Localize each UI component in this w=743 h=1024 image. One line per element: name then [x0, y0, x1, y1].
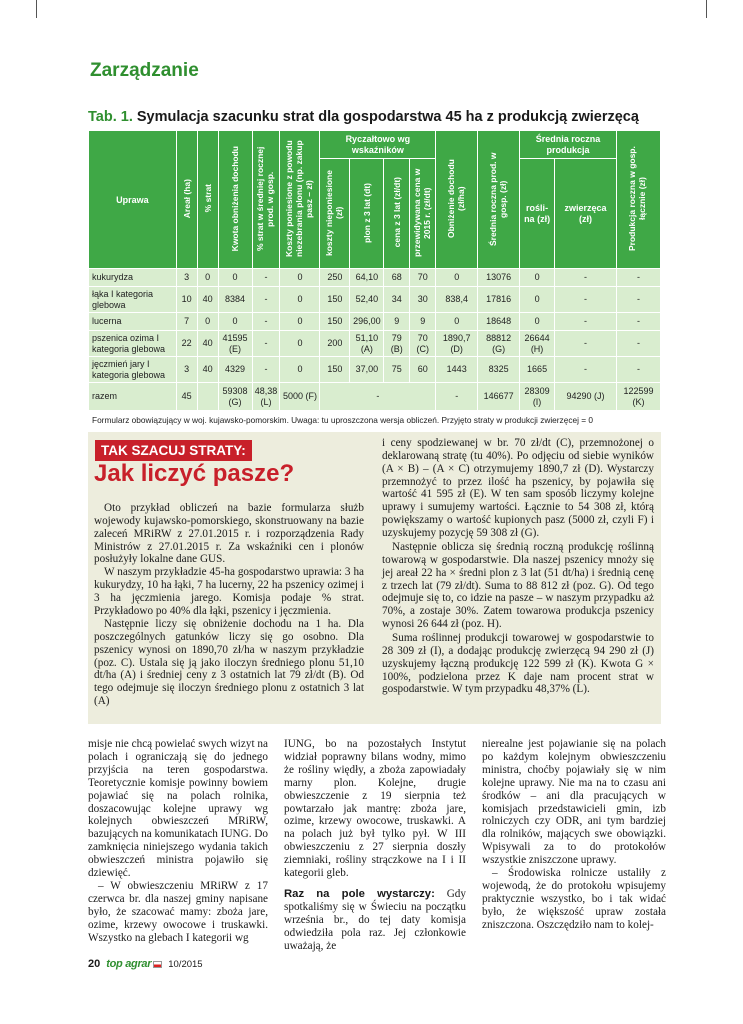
article-column-1 [88, 738, 268, 945]
table-cell: 0 [436, 313, 478, 331]
table-cell: 8384 [218, 287, 252, 313]
table-cell: - [555, 287, 617, 313]
header-pct-dochod: % strat w średniej rocznej prod. w gosp. [252, 131, 280, 269]
table-cell: - [555, 357, 617, 383]
table-row [89, 313, 661, 331]
flag-icon [153, 961, 162, 968]
table-label: Tab. 1. [88, 109, 133, 125]
table-cell: 1665 [520, 357, 555, 383]
table-cell: 70 [410, 269, 436, 287]
table-cell: 150 [320, 287, 350, 313]
table-cell: - [616, 357, 660, 383]
table-cell: 41595 (E) [218, 331, 252, 357]
table-cell: 250 [320, 269, 350, 287]
table-note: Formularz obowiązujący w woj. kujawsko-pomorskim. Uwaga: tu uproszczona wersja obliczeń. Przyjęto straty w produkcji zwierzęcej = 0 [89, 411, 661, 431]
header-plon: plon z 3 lat (dt) [350, 159, 384, 269]
section-heading: Zarządzanie [90, 60, 199, 81]
crop-mark [706, 0, 707, 18]
table-cell: 7 [176, 313, 197, 331]
header-produkcja-laczna: Produkcja roczna w gosp. łącznie (zł) [616, 131, 660, 269]
table-cell: 40 [197, 331, 218, 357]
table-cell: 3 [176, 357, 197, 383]
table-cell: - [252, 313, 280, 331]
header-srednia-prod: Średnia roczna prod. w gosp. (zł) [478, 131, 520, 269]
table-cell: 4329 [218, 357, 252, 383]
box-paragraph: Następnie liczy się obniżenie dochodu na 1 ha. Dla poszczególnych gatunków liczy się go osobno. Dla pszenicy wynosi on 1890,70 zł/ha w naszym przykładzie (poz. C). Ustala się ją jako iloczyn średniego plonu 51,10 dt/ha (A) i średniej ceny z 3 ostatnich lat 79 zł/dt (B). Od tego odejmuje się iloczyn średniego plonu z ostatnich 3 lat (A) [94, 618, 364, 708]
table-cell: 40 [197, 287, 218, 313]
table-cell: 146677 [478, 383, 520, 411]
table-cell: 0 [520, 269, 555, 287]
page-footer [88, 958, 203, 970]
table-cell: 0 [218, 269, 252, 287]
table-cell: 10 [176, 287, 197, 313]
table-cell: 1890,7 (D) [436, 331, 478, 357]
header-areal: Areał (ha) [176, 131, 197, 269]
table-cell: lucerna [89, 313, 177, 331]
article-subheading: Raz na pole wystarczy: [284, 887, 435, 900]
table-cell: razem [89, 383, 177, 411]
table-cell: 75 [384, 357, 410, 383]
table-cell: 200 [320, 331, 350, 357]
header-przewidywana: przewidywana cena w 2015 r. (zł/dt) [410, 159, 436, 269]
table-cell: 45 [176, 383, 197, 411]
article-paragraph: nierealne jest pojawianie się na polach po każdym kolejnym obwieszczeniu ministra, choćby pojawiały się w nim kolejne uprawy. Nie ma na to czasu ani środków – ani dla pracujących w komisjach przedstawicieli gmin, izb rolniczych czy ODR, ani tym bardziej dla rolników, mających swe obowiązki. Wpisywali za to do protokołów wszystkie zniszczone uprawy. [482, 738, 666, 867]
table-cell: 1443 [436, 357, 478, 383]
table-cell: - [616, 269, 660, 287]
header-cena: cena z 3 lat (zł/dt) [384, 159, 410, 269]
box-paragraph: Następnie oblicza się średnią roczną produkcję roślinną towarową w gospodarstwie. Dla naszej pszenicy mnoży się jej areał 22 ha × średni plon z 3 lat (51 dt/ha) i średnią cenę z trzech lat (79 zł/dt). Suma to 88 812 zł (poz. G). Od tego odejmuje się to, co idzie na pasze – w naszym przypadku aż 70%, a zostaje 30%. Zatem towarowa produkcja pszenicy wynosi 26 644 zł (poz. H). [382, 541, 654, 631]
table-cell: - [555, 269, 617, 287]
table-cell: 26644 (H) [520, 331, 555, 357]
table-title [88, 109, 639, 125]
table-cell: 18648 [478, 313, 520, 331]
table-cell [197, 383, 218, 411]
table-cell: 9 [410, 313, 436, 331]
header-srednia-roczna: Średnia roczna produkcja [520, 131, 617, 159]
box-headline: Jak liczyć pasze? [94, 460, 295, 487]
header-obnizenie: Obniżenie dochodu (zł/ha) [436, 131, 478, 269]
table-row [89, 357, 661, 383]
table-cell: 30 [410, 287, 436, 313]
table-cell: 22 [176, 331, 197, 357]
crop-mark [36, 0, 37, 18]
header-kwota: Kwota obniżenia dochodu [218, 131, 252, 269]
table-cell: 88812 (G) [478, 331, 520, 357]
table-cell: 150 [320, 357, 350, 383]
table-cell: 0 [280, 331, 320, 357]
table-caption: Symulacja szacunku strat dla gospodarstwa 45 ha z produkcją zwierzęcą [136, 109, 639, 125]
table-cell: 0 [520, 287, 555, 313]
table-cell: 122599 (K) [616, 383, 660, 411]
table-cell: 9 [384, 313, 410, 331]
table-cell: 59308 (G) [218, 383, 252, 411]
table-cell: pszenica ozima I kategoria glebowa [89, 331, 177, 357]
table-cell: 68 [384, 269, 410, 287]
table-cell: - [616, 313, 660, 331]
table-cell: - [555, 331, 617, 357]
table-cell: 0 [197, 313, 218, 331]
brand-logo: top agrar [106, 958, 152, 970]
table-cell: 838,4 [436, 287, 478, 313]
table-cell: - [320, 383, 436, 411]
table-cell: - [252, 331, 280, 357]
table-cell: 0 [280, 313, 320, 331]
table-cell: 17816 [478, 287, 520, 313]
table-cell: kukurydza [89, 269, 177, 287]
table-cell: 0 [436, 269, 478, 287]
header-zwierzeca: zwierzęca (zł) [555, 159, 617, 269]
table-cell: 0 [218, 313, 252, 331]
table-cell: jęczmień jary I kategoria glebowa [89, 357, 177, 383]
article-paragraph: misje nie chcą powielać swych wizyt na polach i ograniczają się do jednego przyjścia na teren gospodarstwa. Teoretycznie komisje powinny bowiem pojawiać się na polach rolnika, doszacowując kolejne uprawy wg kolejnych obwieszczeń MRiRW, bazujących na komunikatach IUNG. Do zamknięcia niniejszego wydania takich obwieszczeń ministra pojawiło się dziewięć. [88, 738, 268, 880]
table-cell: łąka I kategoria glebowa [89, 287, 177, 313]
header-ryczaltowo: Ryczałtowo wg wskaźników [320, 131, 436, 159]
article-column-2 [284, 738, 466, 953]
table-cell: 28309 (I) [520, 383, 555, 411]
box-badge: TAK SZACUJ STRATY: [95, 440, 252, 461]
article-paragraph: Gdy spotkaliśmy się w Świeciu na początku września br., do tej daty komisja odwiedziła pola raz. Jej członkowie uważają, że [284, 887, 466, 952]
table-cell: 3 [176, 269, 197, 287]
table-cell: - [616, 331, 660, 357]
table-total-row [89, 383, 661, 411]
box-paragraph: Oto przykład obliczeń na bazie formularza służb wojewody kujawsko-pomorskiego, skonstruowany na bazie zaleceń MRiRW z 27.01.2015 r. i rozporządzenia Rady Ministrów z 27.01.2015 r. Za wskaźniki cen i plonów posłużyły lokalne dane GUS. [94, 502, 364, 566]
table-cell: - [252, 269, 280, 287]
table-row [89, 331, 661, 357]
loss-table [88, 130, 661, 431]
table-row [89, 287, 661, 313]
table-cell: 150 [320, 313, 350, 331]
table-cell: 0 [280, 269, 320, 287]
table-cell: 60 [410, 357, 436, 383]
table-cell: 5000 (F) [280, 383, 320, 411]
header-koszty-poniesione: Koszty poniesione z powodu niezebrania plonu (np. zakup pasz – zł) [280, 131, 320, 269]
table-cell: 13076 [478, 269, 520, 287]
article-paragraph: – Środowiska rolnicze ustaliły z wojewodą, że do protokołu wpisujemy praktycznie wszystko, bo i tak widać było, że większość upraw została zniszczona. Oszczędziło nam to kolej- [482, 867, 666, 931]
table-cell: 0 [280, 287, 320, 313]
table-cell: 79 (B) [384, 331, 410, 357]
header-strat: % strat [197, 131, 218, 269]
table-cell: 296,00 [350, 313, 384, 331]
table-cell: 48,38 (L) [252, 383, 280, 411]
table-cell: 70 (C) [410, 331, 436, 357]
article-paragraph: IUNG, bo na pozostałych Instytut widział poprawny bilans wodny, mimo że rośliny więdły, a zboża zapowiadały marny plon. Kolejne, drugie obwieszczenie z 19 sierpnia też powtarzało jak mantrę: zboża jare, ozime, krzewy owocowe, truskawki. A na polach już był tylko pył. W III obwieszczeniu z 27 sierpnia doszły ziemniaki, rośliny strączkowe na I i II kategorii gleb. [284, 738, 466, 880]
table-cell: 40 [197, 357, 218, 383]
table-cell: - [555, 313, 617, 331]
box-paragraph: Suma roślinnej produkcji towarowej w gospodarstwie to 28 309 zł (I), a dodając produkcję zwierzęcą 94 290 zł (J) uzyskujemy łączną produkcję 122 599 zł (K). Kwota G × 100%, podzielona przez K daje nam procent strat w gospodarstwie. W tym przypadku 48,37% (L). [382, 632, 654, 696]
header-uprawa: Uprawa [89, 131, 177, 269]
table-cell: - [252, 357, 280, 383]
box-paragraph: i ceny spodziewanej w br. 70 zł/dt (C), przemnożonej o deklarowaną stratę (tu 40%). Po odjęciu od siebie wyników (A × B) – (A × C) otrzymujemy 1890,7 zł (D). Wystarczy przemnożyć to przez ilość ha pszenicy, by pojawiła się wartość 41 595 zł (E). W ten sam sposób liczymy kolejne uprawy i sumujemy wartości. Łącznie to 54 308 zł, którą powiększamy o wartość kupionych pasz (5000 zł, czyli F) i uzyskujemy pozycję 59 308 zł (G). [382, 437, 654, 539]
table-cell: 94290 (J) [555, 383, 617, 411]
table-cell: 64,10 [350, 269, 384, 287]
header-roslinna: roślina (zł) [520, 159, 555, 269]
table-cell: 0 [520, 313, 555, 331]
table-cell: 37,00 [350, 357, 384, 383]
article-column-3 [482, 738, 666, 932]
table-cell: - [252, 287, 280, 313]
table-cell: 0 [197, 269, 218, 287]
table-cell: 34 [384, 287, 410, 313]
table-cell: - [436, 383, 478, 411]
table-cell: 0 [280, 357, 320, 383]
table-cell: 52,40 [350, 287, 384, 313]
box-paragraph: W naszym przykładzie 45-ha gospodarstwo uprawia: 3 ha kukurydzy, 10 ha łąki, 7 ha lucerny, 22 ha pszenicy ozimej i 3 ha jęczmienia jarego. Komisja podaje % strat. Przykładowo po 40% dla łąki, pszenicy i jęczmienia. [94, 566, 364, 617]
header-koszty-nieponiesione: koszty nieponiesione (zł) [320, 159, 350, 269]
table-cell: 51,10 (A) [350, 331, 384, 357]
article-paragraph: – W obwieszczeniu MRiRW z 17 czerwca br. dla naszej gminy napisane było, że szacować mamy: zboża jare, ozime, krzewy owocowe i truskawki. Wszystko na glebach I kategorii wg [88, 879, 268, 944]
issue-number: 10/2015 [168, 958, 203, 970]
page-number: 20 [88, 958, 101, 970]
table-cell: 8325 [478, 357, 520, 383]
table-cell: - [616, 287, 660, 313]
table-row [89, 269, 661, 287]
